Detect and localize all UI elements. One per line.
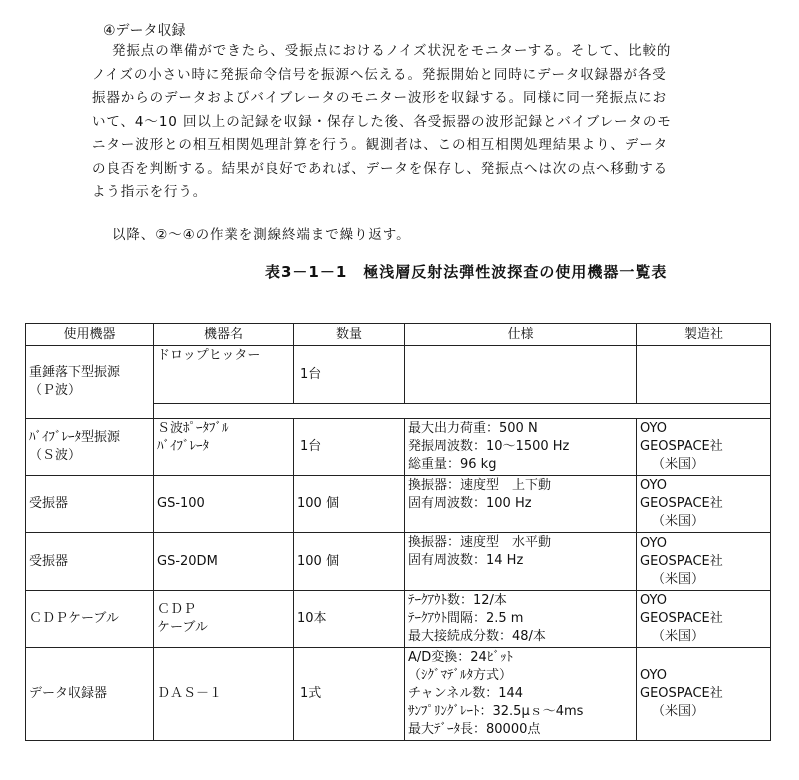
qty-cell: 10本 bbox=[294, 591, 405, 648]
device-cell: 重錘落下型振源 （Ｐ波） bbox=[26, 346, 154, 419]
header-spec: 仕様 bbox=[405, 324, 637, 346]
qty-cell: 1台 bbox=[294, 419, 405, 476]
table-row bbox=[26, 591, 771, 648]
table-caption: 表3－1－1 極浅層反射法弾性波探査の使用機器一覧表 bbox=[265, 263, 668, 281]
qty-cell: 1式 bbox=[294, 648, 405, 741]
name-cell: ＣＤＰ ケーブル bbox=[154, 591, 294, 648]
device-cell: ﾊﾞｲﾌﾞﾚｰﾀ型振源 （Ｓ波） bbox=[26, 419, 154, 476]
spec-cell bbox=[405, 346, 637, 404]
spec-cell: ﾃｰｸｱｳﾄ数：12/本 ﾃｰｸｱｳﾄ間隔：2.5 m 最大接続成分数：48/本 bbox=[405, 591, 637, 648]
paragraph bbox=[92, 40, 704, 205]
qty-cell: 100 個 bbox=[294, 533, 405, 591]
spec-cell: 換振器：速度型 水平動 固有周波数：14 Hz bbox=[405, 533, 637, 591]
table-row bbox=[26, 648, 771, 741]
device-cell: ＣＤＰケーブル bbox=[26, 591, 154, 648]
maker-cell: OYO GEOSPACE社 （米国） bbox=[637, 533, 771, 591]
spec-cell: 換振器：速度型 上下動 固有周波数：100 Hz bbox=[405, 476, 637, 533]
name-cell: Ｓ波ﾎﾟｰﾀﾌﾞﾙ ﾊﾞｲﾌﾞﾚｰﾀ bbox=[154, 419, 294, 476]
maker-cell: OYO GEOSPACE社 （米国） bbox=[637, 476, 771, 533]
device-cell: 受振器 bbox=[26, 476, 154, 533]
paragraph-line: ニター波形との相互相関処理計算を行う。観測者は、この相互相関処理結果より、データ bbox=[92, 137, 668, 153]
paragraph-line: 発振点の準備ができたら、受振点におけるノイズ状況をモニターする。そして、比較的 bbox=[112, 43, 672, 59]
header-maker: 製造社 bbox=[637, 324, 771, 346]
name-cell: GS-20DM bbox=[154, 533, 294, 591]
maker-cell: OYO GEOSPACE社 （米国） bbox=[637, 591, 771, 648]
table-row bbox=[26, 533, 771, 591]
maker-cell: OYO GEOSPACE社 （米国） bbox=[637, 648, 771, 741]
table-header-row bbox=[26, 324, 771, 346]
paragraph-line: よう指示を行う。 bbox=[92, 184, 208, 200]
header-qty: 数量 bbox=[294, 324, 405, 346]
qty-cell: 100 個 bbox=[294, 476, 405, 533]
table-row bbox=[26, 419, 771, 476]
paragraph-line: ノイズの小さい時に発振命令信号を振源へ伝える。発振開始と同時にデータ収録器が各受 bbox=[92, 66, 667, 83]
name-cell: GS-100 bbox=[154, 476, 294, 533]
paragraph-line: の良否を判断する。結果が良好であれば、データを保存し、発振点へは次の点へ移動する bbox=[92, 160, 668, 177]
header-name: 機器名 bbox=[154, 324, 294, 346]
qty-cell: 1台 bbox=[294, 346, 405, 404]
device-cell: 受振器 bbox=[26, 533, 154, 591]
paragraph-repeat: 以降、②～④の作業を測線終端まで繰り返す。 bbox=[112, 227, 411, 243]
paragraph-line: いて、4～10 回以上の記録を収録・保存した後、各受振器の波形記録とバイブレータのモ bbox=[92, 113, 672, 130]
spec-cell: A/D変換：24ﾋﾞｯﾄ （ｼｸﾞﾏﾃﾞﾙﾀ方式） チャンネル数：144 ｻﾝﾌﾟﾘﾝｸﾞﾚｰﾄ：32.5μｓ～4ms 最大ﾃﾞｰﾀ長：80000点 bbox=[405, 648, 637, 741]
name-cell: ＤＡＳ－１ bbox=[154, 648, 294, 741]
table-row bbox=[26, 346, 771, 404]
equipment-table bbox=[25, 323, 771, 741]
section-heading: ④データ収録 bbox=[103, 23, 186, 39]
maker-cell bbox=[637, 346, 771, 404]
header-device: 使用機器 bbox=[26, 324, 154, 346]
paragraph-line: 振器からのデータおよびバイブレータのモニター波形を収録する。同様に同一発振点にお bbox=[92, 90, 668, 106]
spec-cell: 最大出力荷重：500 N 発振周波数：10～1500 Hz 総重量：96 kg bbox=[405, 419, 637, 476]
device-cell: データ収録器 bbox=[26, 648, 154, 741]
maker-cell: OYO GEOSPACE社 （米国） bbox=[637, 419, 771, 476]
table-row bbox=[26, 476, 771, 533]
name-cell: ドロップヒッター bbox=[154, 346, 294, 404]
